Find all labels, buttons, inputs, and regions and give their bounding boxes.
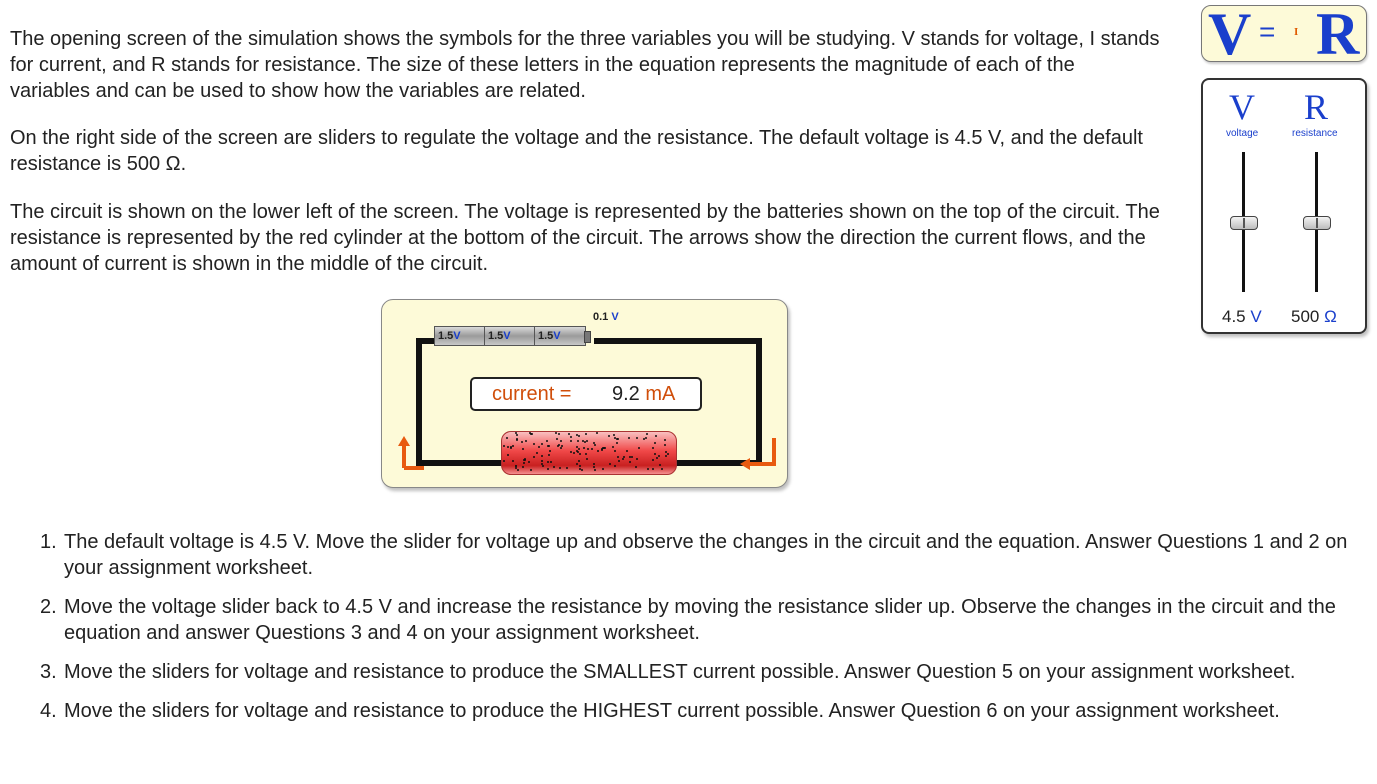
charge-dot bbox=[522, 466, 524, 468]
charge-dot bbox=[586, 440, 588, 442]
wire-top-right bbox=[594, 338, 762, 344]
charge-dot bbox=[646, 433, 648, 435]
intro-paragraph-1: The opening screen of the simulation shows the symbols for the three variables you will be studying. V stands for voltage, I stands for current, and R stands for resistance. The size of these letters in the equation represents the magnitude of each of the variables and can be used to show how the variables are related. bbox=[10, 28, 1160, 102]
charge-dot bbox=[643, 438, 645, 440]
charge-dot bbox=[622, 458, 624, 460]
wire-bottom-left bbox=[416, 460, 506, 466]
charge-dot bbox=[661, 468, 663, 470]
charge-dot bbox=[665, 455, 667, 457]
charge-dot bbox=[579, 453, 581, 455]
charge-dot bbox=[608, 435, 610, 437]
equation-current-symbol: I bbox=[1294, 26, 1299, 38]
charge-dot bbox=[647, 468, 649, 470]
charge-dot bbox=[507, 446, 509, 448]
charge-dot bbox=[601, 449, 603, 451]
charge-dot bbox=[558, 433, 560, 435]
charge-dot bbox=[547, 468, 549, 470]
charge-dot bbox=[512, 460, 514, 462]
charge-dot bbox=[536, 452, 538, 454]
charge-dot bbox=[541, 463, 543, 465]
charge-dot bbox=[583, 447, 585, 449]
charge-dot bbox=[587, 448, 589, 450]
resistance-caption: resistance bbox=[1292, 128, 1338, 139]
charge-dot bbox=[585, 453, 587, 455]
charge-dot bbox=[614, 465, 616, 467]
charge-dot bbox=[636, 437, 638, 439]
charge-dot bbox=[550, 461, 552, 463]
charge-dot bbox=[591, 448, 593, 450]
charge-dot bbox=[656, 457, 658, 459]
charge-dot bbox=[596, 432, 598, 434]
voltage-drop-label: 0.1 V bbox=[593, 311, 619, 323]
charge-dot bbox=[629, 461, 631, 463]
charge-dot bbox=[538, 446, 540, 448]
charge-dot bbox=[602, 468, 604, 470]
list-item: 2. Move the voltage slider back to 4.5 V and increase the resistance by moving the resistance slider up. Observe the changes in the circuit and the equation and answer Questions 3 and 4 on your assignment worksheet. bbox=[40, 596, 1336, 644]
intro-paragraph-2: On the right side of the screen are sliders to regulate the voltage and the resistance. The default voltage is 4.5 V, and the default resistance is 500 Ω. bbox=[10, 127, 1143, 175]
charge-dot bbox=[516, 439, 518, 441]
list-item: 4. Move the sliders for voltage and resistance to produce the HIGHEST current possible. Answer Question 6 on your assignment worksheet. bbox=[40, 700, 1280, 722]
charge-dot bbox=[542, 465, 544, 467]
charge-dot bbox=[546, 440, 548, 442]
charge-dot bbox=[593, 442, 595, 444]
charge-dot bbox=[555, 432, 557, 434]
resistance-readout: 500 Ω bbox=[1291, 307, 1337, 326]
charge-dot bbox=[523, 462, 525, 464]
charge-dot bbox=[553, 466, 555, 468]
charge-dot bbox=[645, 437, 647, 439]
equation-v-equals-ir bbox=[1201, 1, 1367, 67]
charge-dot bbox=[617, 438, 619, 440]
charge-dot bbox=[665, 451, 667, 453]
charge-dot bbox=[548, 445, 550, 447]
charge-dot bbox=[655, 435, 657, 437]
intro-paragraph-3: The circuit is shown on the lower left of the screen. The voltage is represented by the batteries shown on the top of the circuit. The resistance is represented by the red cylinder at the bottom of the circuit. The arrows show the direction the current flows, and the amount of current is shown in the middle of the circuit. bbox=[10, 201, 1160, 275]
charge-dot bbox=[617, 456, 619, 458]
charge-dot bbox=[547, 461, 549, 463]
charge-dot bbox=[507, 454, 509, 456]
charge-dot bbox=[570, 436, 572, 438]
charge-dot bbox=[525, 440, 527, 442]
equation-voltage-symbol: V bbox=[1208, 1, 1252, 67]
charge-dot bbox=[652, 447, 654, 449]
equation-equals-sign: = bbox=[1259, 16, 1276, 47]
charge-dot bbox=[578, 435, 580, 437]
instruction-list bbox=[40, 529, 1365, 737]
charge-dot bbox=[593, 463, 595, 465]
battery-2: 1.5V bbox=[484, 326, 536, 346]
list-item: 3. Move the sliders for voltage and resistance to produce the SMALLEST current possible. Answer Question 5 on your assignment worksheet. bbox=[40, 661, 1296, 683]
battery-1: 1.5V bbox=[434, 326, 486, 346]
charge-dot bbox=[559, 467, 561, 469]
charge-dot bbox=[652, 468, 654, 470]
voltage-readout: 4.5 V bbox=[1222, 307, 1262, 326]
charge-dot bbox=[654, 453, 656, 455]
list-item: 1. The default voltage is 4.5 V. Move the slider for voltage up and observe the changes in the circuit and the equation. Answer Questions 1 and 2 on your assignment worksheet. bbox=[40, 531, 1348, 579]
circuit-simulation bbox=[381, 299, 788, 488]
charge-dot bbox=[614, 450, 616, 452]
charge-dot bbox=[613, 434, 615, 436]
charge-dot bbox=[549, 450, 551, 452]
charge-dot bbox=[570, 440, 572, 442]
charge-dot bbox=[628, 437, 630, 439]
charge-dot bbox=[631, 456, 633, 458]
charge-dot bbox=[560, 447, 562, 449]
charge-dot bbox=[533, 443, 535, 445]
charge-dot bbox=[541, 460, 543, 462]
charge-dot bbox=[541, 455, 543, 457]
charge-dot bbox=[529, 432, 531, 434]
charge-dot bbox=[612, 446, 614, 448]
voltage-symbol: V bbox=[1229, 87, 1255, 127]
charge-dot bbox=[576, 434, 578, 436]
charge-dot bbox=[528, 461, 530, 463]
charge-dot bbox=[573, 452, 575, 454]
resistor-cylinder bbox=[501, 431, 677, 475]
current-arrow-left-icon bbox=[738, 438, 778, 470]
current-readout bbox=[470, 377, 702, 411]
charge-dot bbox=[597, 450, 599, 452]
charge-dot bbox=[609, 463, 611, 465]
charge-dot bbox=[560, 440, 562, 442]
charge-dot bbox=[576, 446, 578, 448]
charge-dot bbox=[570, 451, 572, 453]
charge-dot bbox=[503, 445, 505, 447]
resistance-slider-thumb[interactable] bbox=[1303, 216, 1331, 230]
charge-dot bbox=[626, 450, 628, 452]
battery-3: 1.5V bbox=[534, 326, 586, 346]
charge-dot bbox=[576, 450, 578, 452]
charge-dot bbox=[638, 447, 640, 449]
charge-dot bbox=[558, 444, 560, 446]
charge-dot bbox=[603, 447, 605, 449]
charge-dot bbox=[541, 443, 543, 445]
charge-dot bbox=[503, 460, 505, 462]
charge-dot bbox=[664, 439, 666, 441]
charge-dot bbox=[586, 458, 588, 460]
charge-dot bbox=[594, 444, 596, 446]
charge-dot bbox=[515, 465, 517, 467]
charge-dot bbox=[510, 446, 512, 448]
charge-dot bbox=[618, 460, 620, 462]
charge-dot bbox=[635, 466, 637, 468]
charge-dot bbox=[623, 456, 625, 458]
charge-dot bbox=[521, 441, 523, 443]
charge-dot bbox=[593, 466, 595, 468]
equation-resistance-symbol: R bbox=[1316, 1, 1360, 67]
charge-dot bbox=[652, 459, 654, 461]
charge-dot bbox=[664, 444, 666, 446]
charge-dot bbox=[584, 441, 586, 443]
charge-dot bbox=[616, 442, 618, 444]
resistance-symbol: R bbox=[1304, 87, 1329, 127]
charge-dot bbox=[566, 467, 568, 469]
voltage-caption: voltage bbox=[1226, 128, 1259, 139]
charge-dot bbox=[533, 456, 535, 458]
charge-dot bbox=[594, 469, 596, 471]
charge-dot bbox=[578, 460, 580, 462]
charge-dot bbox=[577, 440, 579, 442]
charge-dot bbox=[614, 437, 616, 439]
current-value: 9.2 mA bbox=[612, 383, 676, 405]
charge-dot bbox=[568, 433, 570, 435]
charge-dot bbox=[629, 456, 631, 458]
voltage-slider-thumb[interactable] bbox=[1230, 216, 1258, 230]
charge-dot bbox=[659, 464, 661, 466]
charge-dot bbox=[516, 434, 518, 436]
charge-dot bbox=[654, 442, 656, 444]
charge-dot bbox=[512, 445, 514, 447]
charge-dot bbox=[579, 465, 581, 467]
charge-dot bbox=[581, 469, 583, 471]
charge-dot bbox=[530, 469, 532, 471]
charge-dot bbox=[576, 463, 578, 465]
slider-panel bbox=[1201, 78, 1367, 334]
charge-dot bbox=[667, 453, 669, 455]
charge-dot bbox=[517, 469, 519, 471]
charge-dot bbox=[585, 433, 587, 435]
charge-dot bbox=[548, 454, 550, 456]
charge-dot bbox=[658, 455, 660, 457]
charge-dot bbox=[522, 448, 524, 450]
charge-dot bbox=[556, 438, 558, 440]
charge-dot bbox=[524, 458, 526, 460]
charge-dot bbox=[636, 458, 638, 460]
charge-dot bbox=[578, 448, 580, 450]
current-label: current = bbox=[492, 383, 572, 405]
current-arrow-up-icon bbox=[396, 434, 426, 470]
charge-dot bbox=[506, 437, 508, 439]
